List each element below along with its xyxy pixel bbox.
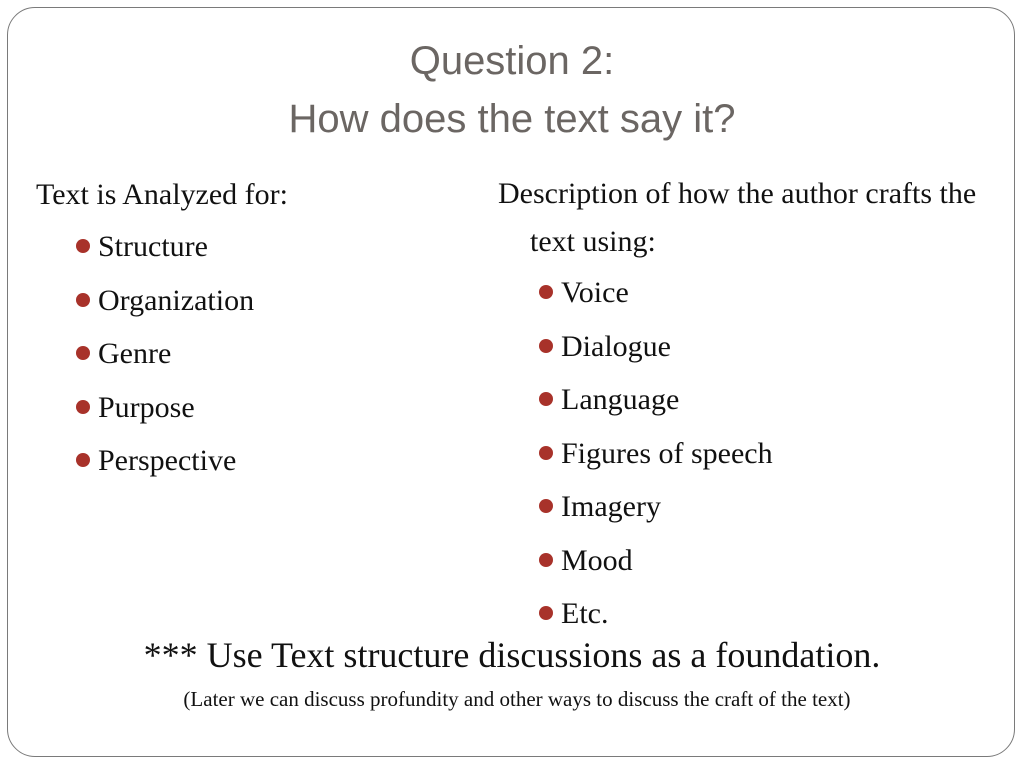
list-item bbox=[561, 427, 998, 481]
bullet-dot-icon bbox=[539, 446, 553, 460]
list-item bbox=[98, 434, 476, 488]
list-item-label: Etc. bbox=[561, 597, 609, 630]
list-item-label: Organization bbox=[98, 283, 255, 317]
list-item-label: Imagery bbox=[561, 490, 661, 523]
bullet-dot-icon bbox=[539, 392, 553, 406]
bullet-dot-icon bbox=[539, 499, 553, 513]
list-item-label: Perspective bbox=[98, 444, 237, 477]
footer-note: *** Use Text structure discussions as a foundation. bbox=[143, 635, 881, 675]
bullet-dot-icon bbox=[76, 293, 90, 307]
list-item-label: Purpose bbox=[98, 390, 195, 424]
list-item-label: Language bbox=[561, 383, 680, 416]
right-heading: Description of how the author crafts the text using: bbox=[498, 177, 977, 258]
right-bullet-list bbox=[498, 266, 998, 641]
list-item-label: Dialogue bbox=[561, 329, 671, 363]
list-item-label: Structure bbox=[98, 230, 208, 263]
footer-subnote: (Later we can discuss profundity and other ways to discuss the craft of the text) bbox=[183, 687, 851, 711]
left-column bbox=[36, 170, 476, 488]
left-bullet-list bbox=[36, 220, 476, 488]
bullet-dot-icon bbox=[539, 553, 553, 567]
list-item bbox=[98, 381, 476, 435]
list-item-label: Mood bbox=[561, 543, 633, 577]
bullet-dot-icon bbox=[539, 606, 553, 620]
bullet-dot-icon bbox=[76, 239, 90, 253]
title-line-2: How does the text say it? bbox=[288, 97, 736, 141]
list-item bbox=[98, 220, 476, 274]
left-heading: Text is Analyzed for: bbox=[36, 178, 288, 211]
list-item bbox=[98, 327, 476, 381]
bullet-dot-icon bbox=[539, 285, 553, 299]
bullet-dot-icon bbox=[539, 339, 553, 353]
list-item bbox=[561, 266, 998, 320]
right-column bbox=[498, 170, 998, 641]
bullet-dot-icon bbox=[76, 346, 90, 360]
bullet-dot-icon bbox=[76, 400, 90, 414]
title-line-1: Question 2: bbox=[409, 39, 615, 83]
list-item-label: Voice bbox=[561, 276, 629, 309]
list-item-label: Figures of speech bbox=[561, 436, 773, 470]
list-item bbox=[561, 320, 998, 374]
list-item bbox=[561, 373, 998, 427]
list-item bbox=[98, 274, 476, 328]
bullet-dot-icon bbox=[76, 453, 90, 467]
slide-title bbox=[0, 32, 1024, 148]
list-item bbox=[561, 480, 998, 534]
list-item bbox=[561, 534, 998, 588]
list-item-label: Genre bbox=[98, 337, 172, 370]
